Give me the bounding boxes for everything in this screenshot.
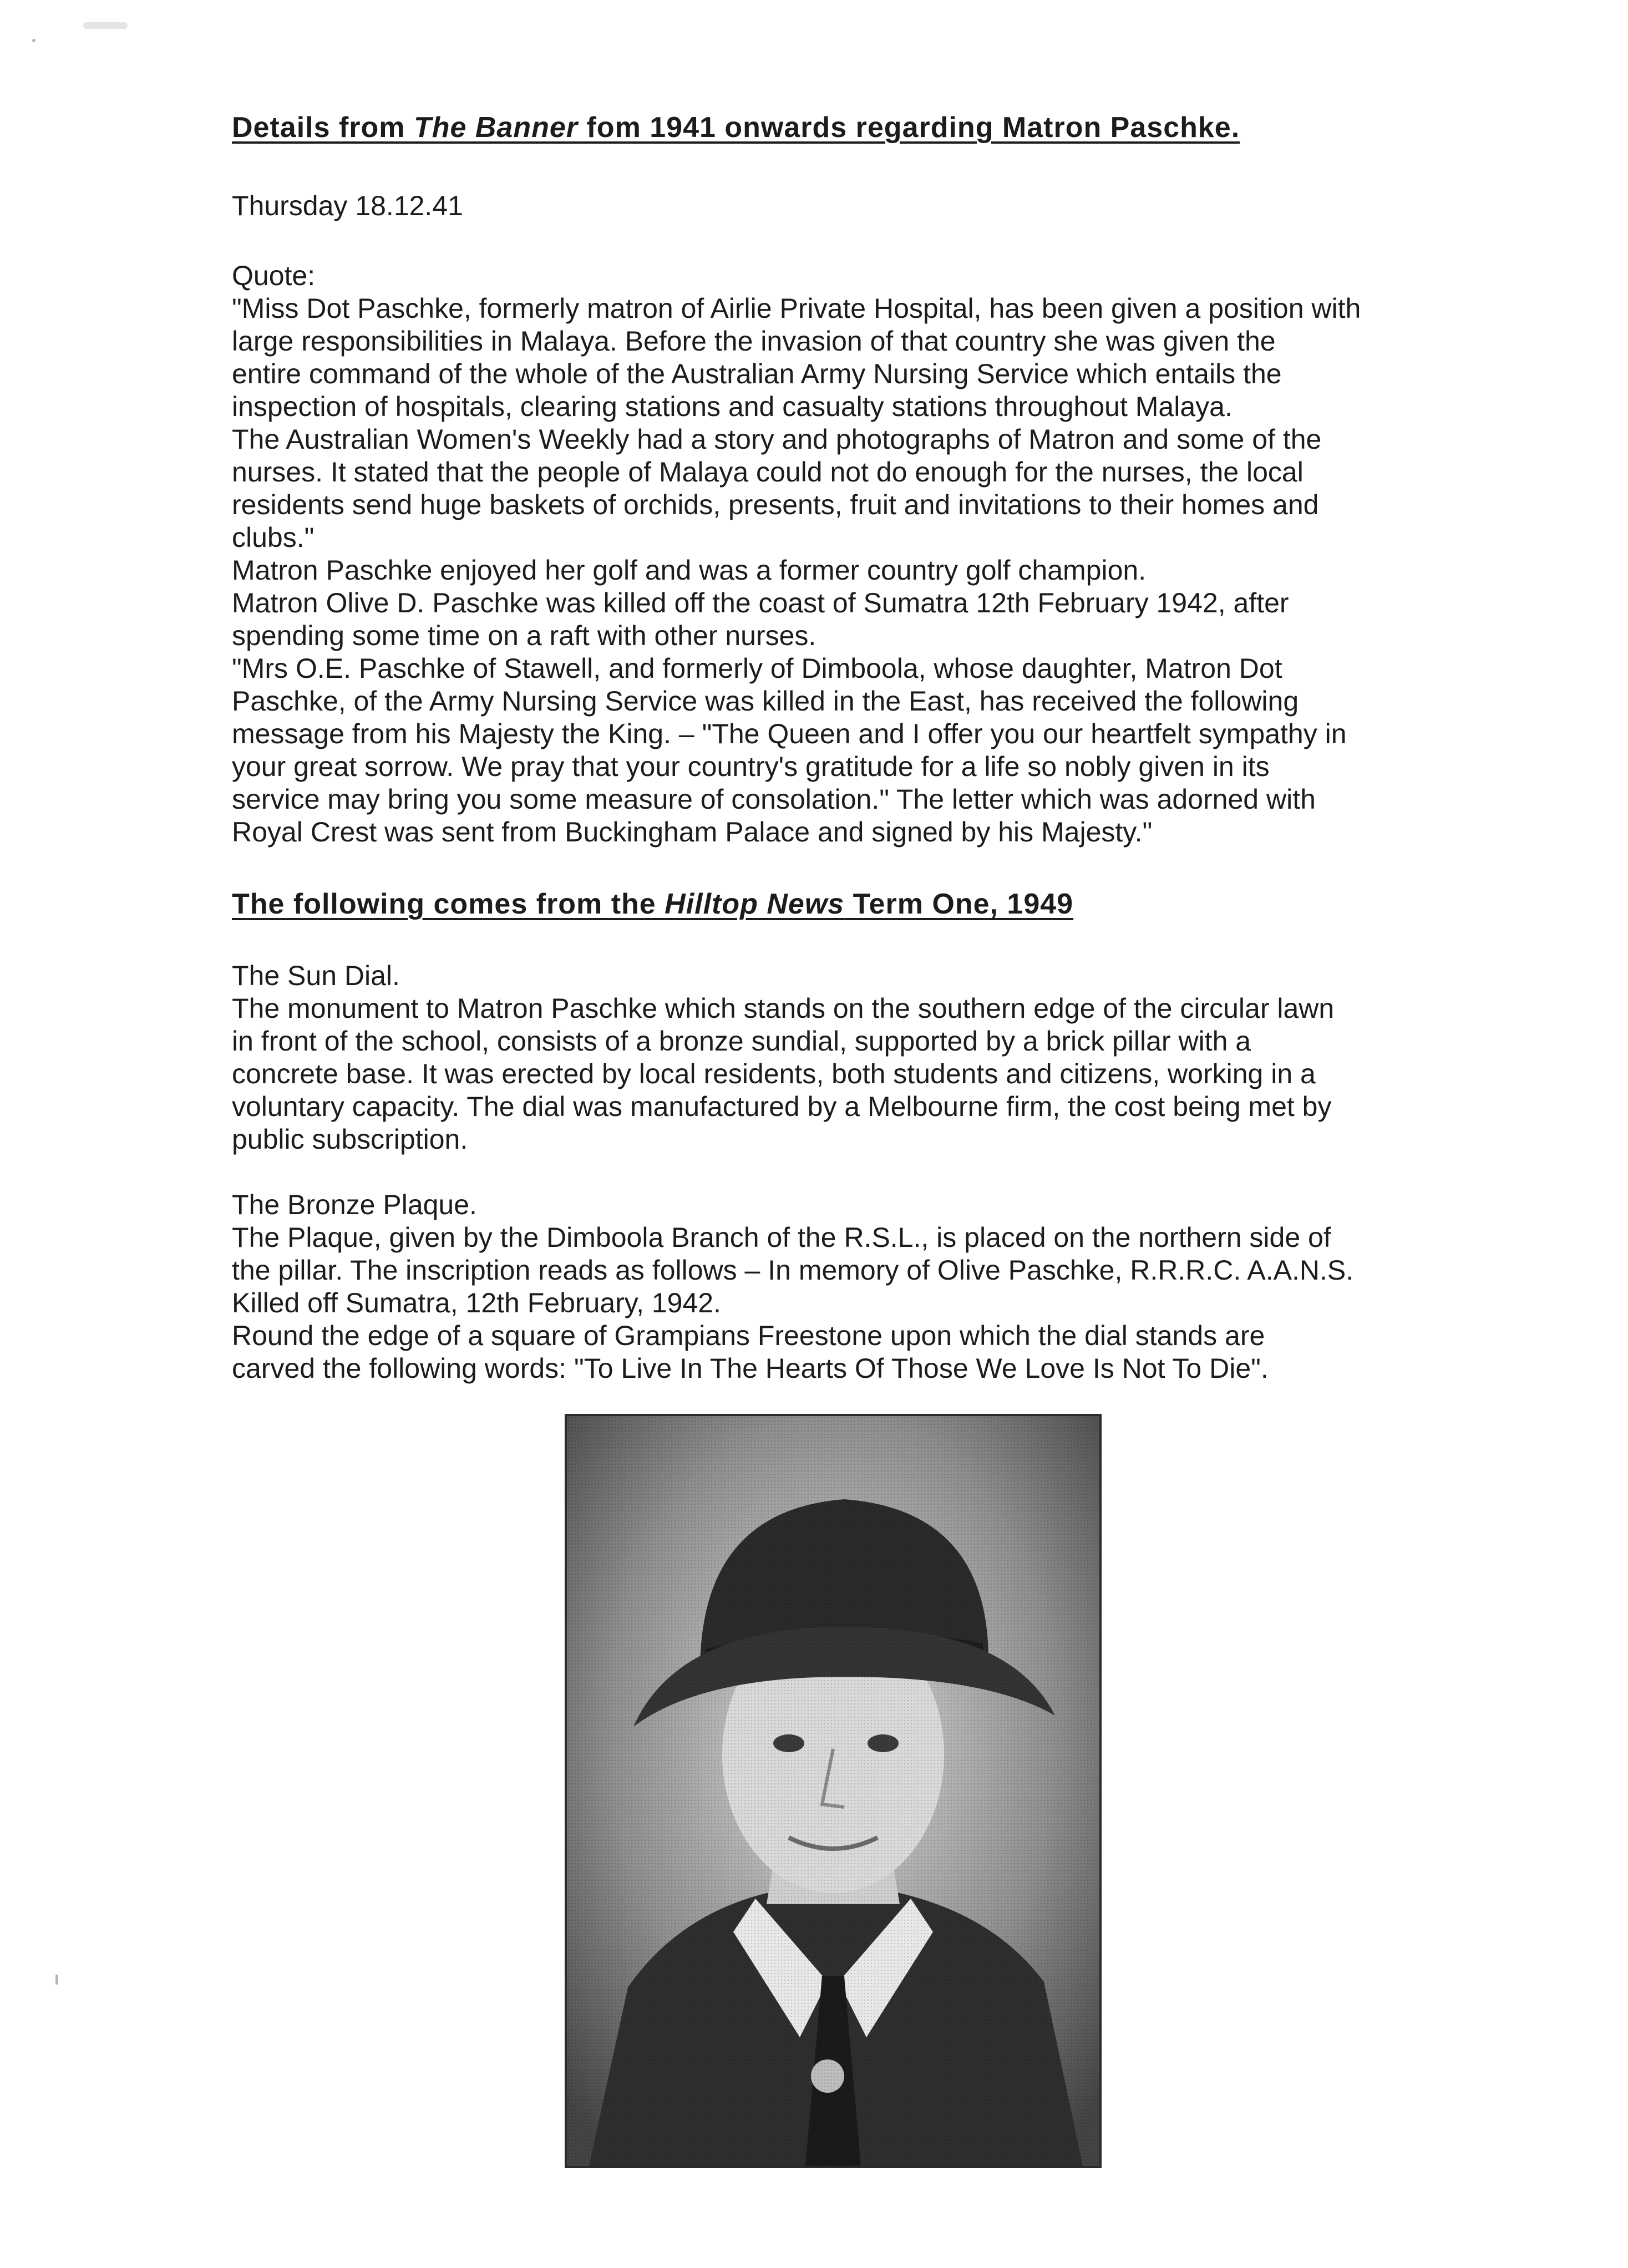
- quote-section: [232, 260, 1441, 849]
- text-line: public subscription.: [232, 1124, 468, 1155]
- scan-speck: [32, 39, 35, 42]
- text-line: spending some time on a raft with other nurses.: [232, 620, 816, 651]
- text-line: concrete base. It was erected by local residents, both students and citizens, working in a: [232, 1058, 1316, 1089]
- text-line: in front of the school, consists of a bronze sundial, supported by a brick pillar with a: [232, 1026, 1251, 1057]
- text-line: inspection of hospitals, clearing stations and casualty stations throughout Malaya.: [232, 391, 1233, 422]
- text-line: residents send huge baskets of orchids, presents, fruit and invitations to their homes and: [232, 489, 1319, 520]
- text-line: the pillar. The inscription reads as follows – In memory of Olive Paschke, R.R.R.C. A.A.N.S.: [232, 1255, 1354, 1286]
- heading-banner: Details from The Banner fom 1941 onwards regarding Matron Paschke.: [232, 111, 1240, 144]
- scan-speck: [55, 1975, 58, 1985]
- text-line: "Miss Dot Paschke, formerly matron of Airlie Private Hospital, has been given a position with: [232, 293, 1361, 324]
- text-line: voluntary capacity. The dial was manufactured by a Melbourne firm, the cost being met by: [232, 1091, 1332, 1122]
- sundial-section: [232, 960, 1441, 1156]
- text-line: service may bring you some measure of consolation." The letter which was adorned with: [232, 784, 1316, 815]
- text-line: Paschke, of the Army Nursing Service was killed in the East, has received the following: [232, 686, 1299, 717]
- document-body: [232, 111, 1441, 1385]
- date-line: Thursday 18.12.41: [232, 190, 463, 221]
- text-line: Royal Crest was sent from Buckingham Palace and signed by his Majesty.": [232, 816, 1153, 848]
- heading-hilltop-news: The following comes from the Hilltop News Term One, 1949: [232, 888, 1074, 920]
- text-line: "Mrs O.E. Paschke of Stawell, and formerly of Dimboola, whose daughter, Matron Dot: [232, 653, 1282, 684]
- text-line: The monument to Matron Paschke which stands on the southern edge of the circular lawn: [232, 993, 1335, 1024]
- portrait-photo: [565, 1414, 1102, 2168]
- text-line: message from his Majesty the King. – "The Queen and I offer you our heartfelt sympathy in: [232, 718, 1347, 749]
- text-line: carved the following words: "To Live In The Hearts Of Those We Love Is Not To Die".: [232, 1353, 1269, 1384]
- text-line: large responsibilities in Malaya. Before the invasion of that country she was given the: [232, 326, 1276, 357]
- plaque-section: [232, 1189, 1441, 1385]
- text-line: Round the edge of a square of Grampians Freestone upon which the dial stands are: [232, 1320, 1265, 1351]
- text-line: your great sorrow. We pray that your country's gratitude for a life so nobly given in its: [232, 751, 1270, 782]
- text-line: Killed off Sumatra, 12th February, 1942.: [232, 1287, 721, 1318]
- text-line: Quote:: [232, 260, 316, 291]
- text-line: clubs.": [232, 522, 315, 553]
- text-line: entire command of the whole of the Australian Army Nursing Service which entails the: [232, 358, 1282, 389]
- text-line: The Plaque, given by the Dimboola Branch of the R.S.L., is placed on the northern side of: [232, 1222, 1331, 1253]
- text-line: The Australian Women's Weekly had a story and photographs of Matron and some of the: [232, 424, 1322, 455]
- text-line: The Sun Dial.: [232, 960, 400, 991]
- text-line: Matron Olive D. Paschke was killed off the coast of Sumatra 12th February 1942, after: [232, 587, 1289, 618]
- scan-speck: [83, 22, 128, 29]
- text-line: nurses. It stated that the people of Malaya could not do enough for the nurses, the local: [232, 456, 1304, 488]
- text-line: Matron Paschke enjoyed her golf and was a former country golf champion.: [232, 555, 1147, 586]
- text-line: The Bronze Plaque.: [232, 1189, 477, 1220]
